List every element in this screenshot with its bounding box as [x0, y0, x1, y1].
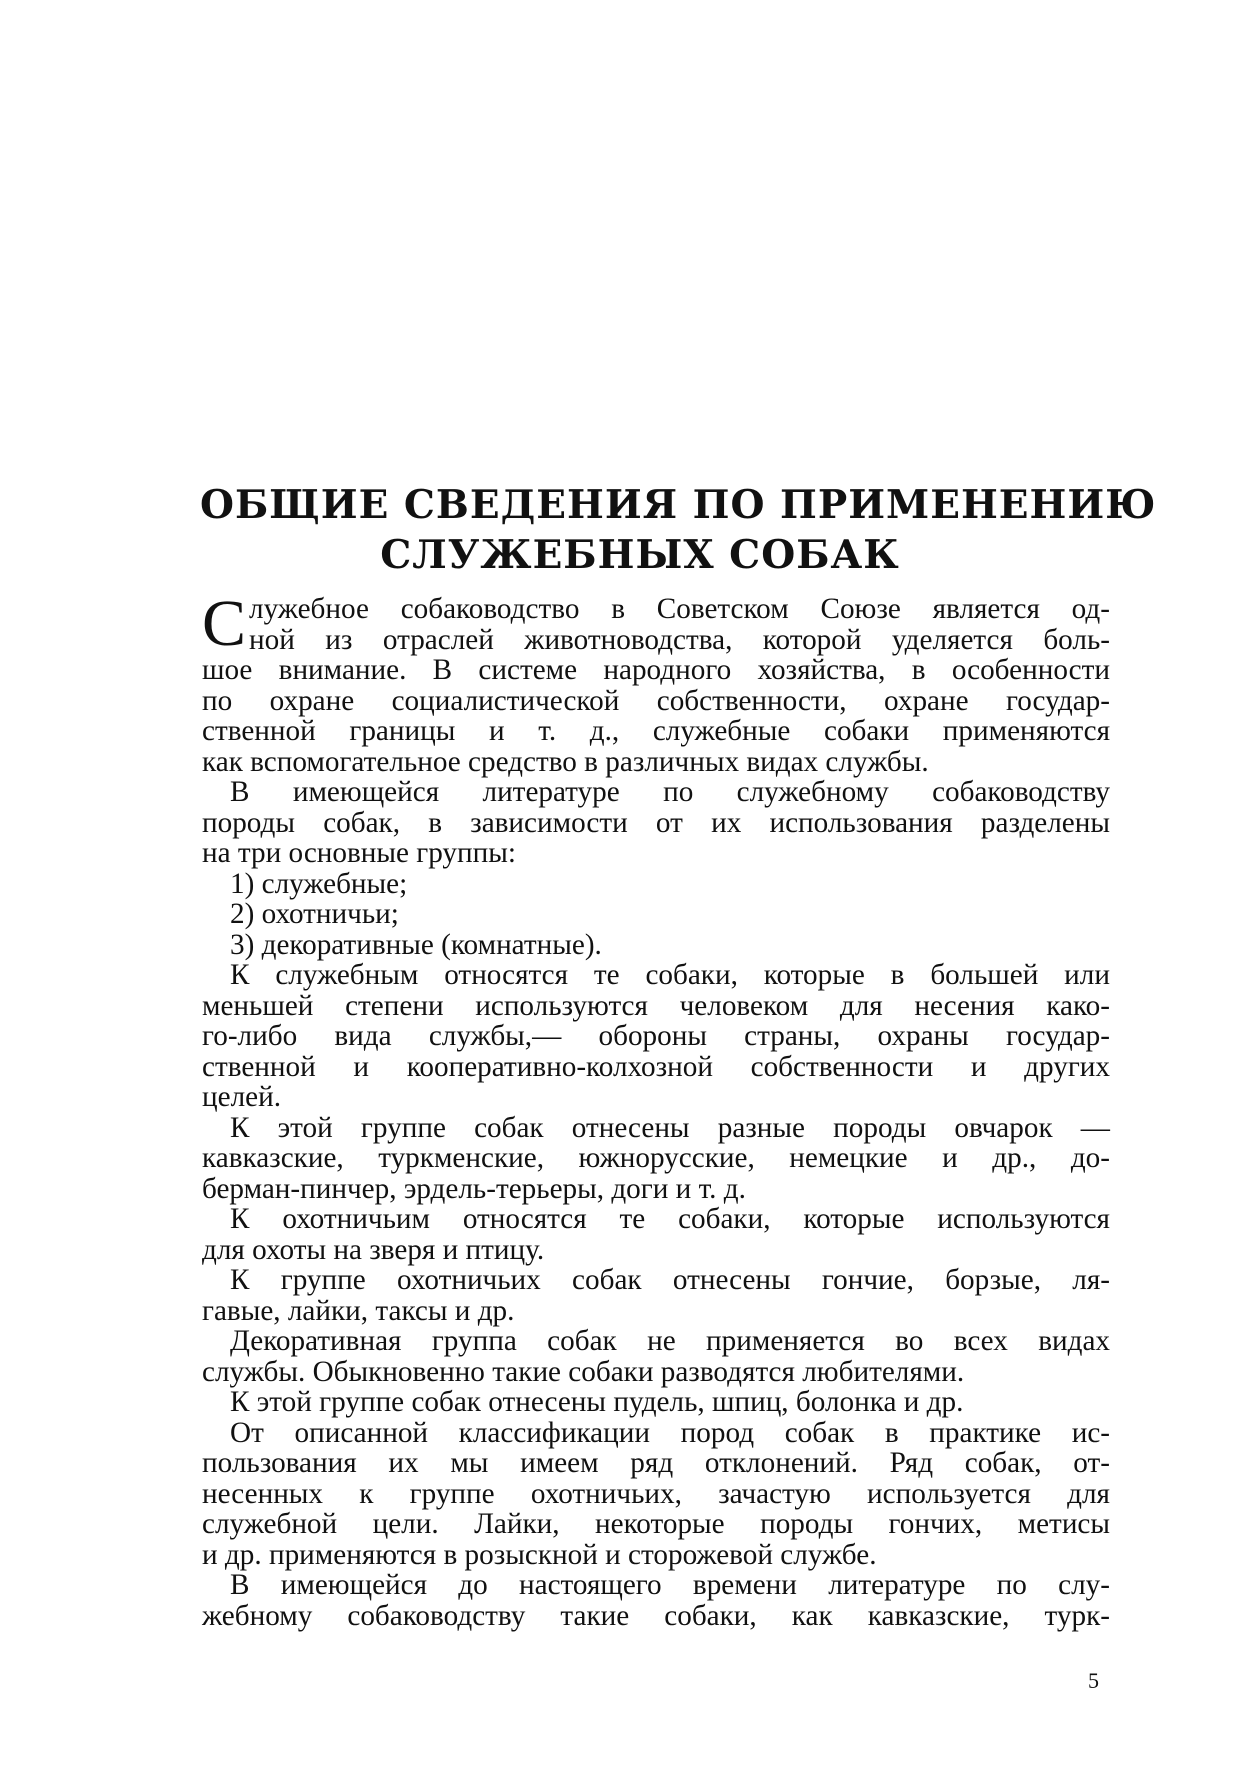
- text-line: берман-пинчер, эрдель-терьеры, доги и т. д.: [202, 1172, 746, 1205]
- list-item: 3) декоративные (комнатные).: [230, 928, 602, 961]
- text-line: несенных к группе охотничьих, зачастую используется для: [202, 1477, 1110, 1510]
- text-line: ственной границы и т. д., служебные собаки применяются: [202, 715, 1110, 747]
- text-line: служебной цели. Лайки, некоторые породы гончих, метисы: [202, 1508, 1110, 1540]
- text-line: и др. применяются в розыскной и сторожевой службе.: [202, 1538, 877, 1571]
- chapter-title-line-1: ОБЩИЕ СВЕДЕНИЯ ПО ПРИМЕНЕНИЮ: [200, 482, 1157, 528]
- paragraph-1: [202, 587, 1110, 778]
- text-line: гавые, лайки, таксы и др.: [202, 1294, 515, 1327]
- text-line: В имеющейся до настоящего времени литературе по слу-: [230, 1569, 1110, 1601]
- body-text: [202, 587, 1110, 1632]
- text-line: по охране социалистической собственности, охране государ-: [202, 684, 1110, 717]
- text-line: К группе охотничьих собак отнесены гончие, борзые, ля-: [230, 1264, 1110, 1296]
- text-line: как вспомогательное средство в различных видах службы.: [202, 745, 929, 778]
- chapter-title: [200, 480, 1157, 580]
- text-line: го-либо вида службы,— обороны страны, охраны государ-: [202, 1020, 1110, 1052]
- text-line: От описанной классификации пород собак в практике ис-: [230, 1416, 1110, 1449]
- page-number: 5: [1088, 1668, 1099, 1693]
- text-line: К охотничьим относятся те собаки, которые используются: [230, 1203, 1110, 1235]
- text-line: жебному собаководству такие собаки, как кавказские, турк-: [202, 1599, 1110, 1632]
- list-item: 2) охотничьи;: [230, 898, 399, 930]
- text-line: ственной и кооперативно-колхозной собственности и других: [202, 1050, 1110, 1083]
- paragraph-8: [202, 1387, 1110, 1418]
- paragraph-4: [202, 1113, 1110, 1205]
- text-line: меньшей степени используются человеком для несения како-: [202, 989, 1110, 1022]
- text-line: К служебным относятся те собаки, которые в большей или: [230, 959, 1110, 991]
- paragraph-9: [202, 1418, 1110, 1571]
- drop-cap: С: [202, 587, 247, 660]
- group-list: [202, 869, 1110, 961]
- paragraph-3: [202, 960, 1110, 1113]
- text-line: для охоты на зверя и птицу.: [202, 1233, 545, 1266]
- text-line: К этой группе собак отнесены пудель, шпиц, болонка и др.: [230, 1386, 964, 1418]
- text-line: породы собак, в зависимости от их использования разделены: [202, 806, 1110, 839]
- text-line: лужебное собаководство в Советском Союзе является од-: [249, 593, 1110, 625]
- text-line: В имеющейся литературе по служебному собаководству: [230, 776, 1110, 808]
- paragraph-7: [202, 1326, 1110, 1387]
- paragraph-6: [202, 1265, 1110, 1326]
- text-line: К этой группе собак отнесены разные породы овчарок —: [230, 1111, 1110, 1144]
- list-item: 1) служебные;: [230, 867, 408, 900]
- paragraph-5: [202, 1204, 1110, 1265]
- text-line: Декоративная группа собак не применяется во всех видах: [230, 1325, 1110, 1357]
- text-line: целей.: [202, 1081, 282, 1113]
- text-line: ной из отраслей животноводства, которой уделяется боль-: [249, 623, 1110, 656]
- chapter-title-line-2: СЛУЖЕБНЫХ СОБАК: [380, 532, 900, 578]
- text-line: кавказские, туркменские, южнорусские, немецкие и др., до-: [202, 1142, 1110, 1174]
- text-line: на три основные группы:: [202, 837, 516, 869]
- text-line: пользования их мы имеем ряд отклонений. Ряд собак, от-: [202, 1447, 1110, 1479]
- paragraph-2: [202, 777, 1110, 869]
- paragraph-10: [202, 1570, 1110, 1631]
- text-line: службы. Обыкновенно такие собаки разводятся любителями.: [202, 1355, 965, 1388]
- text-line: шое внимание. В системе народного хозяйства, в особенности: [202, 654, 1110, 686]
